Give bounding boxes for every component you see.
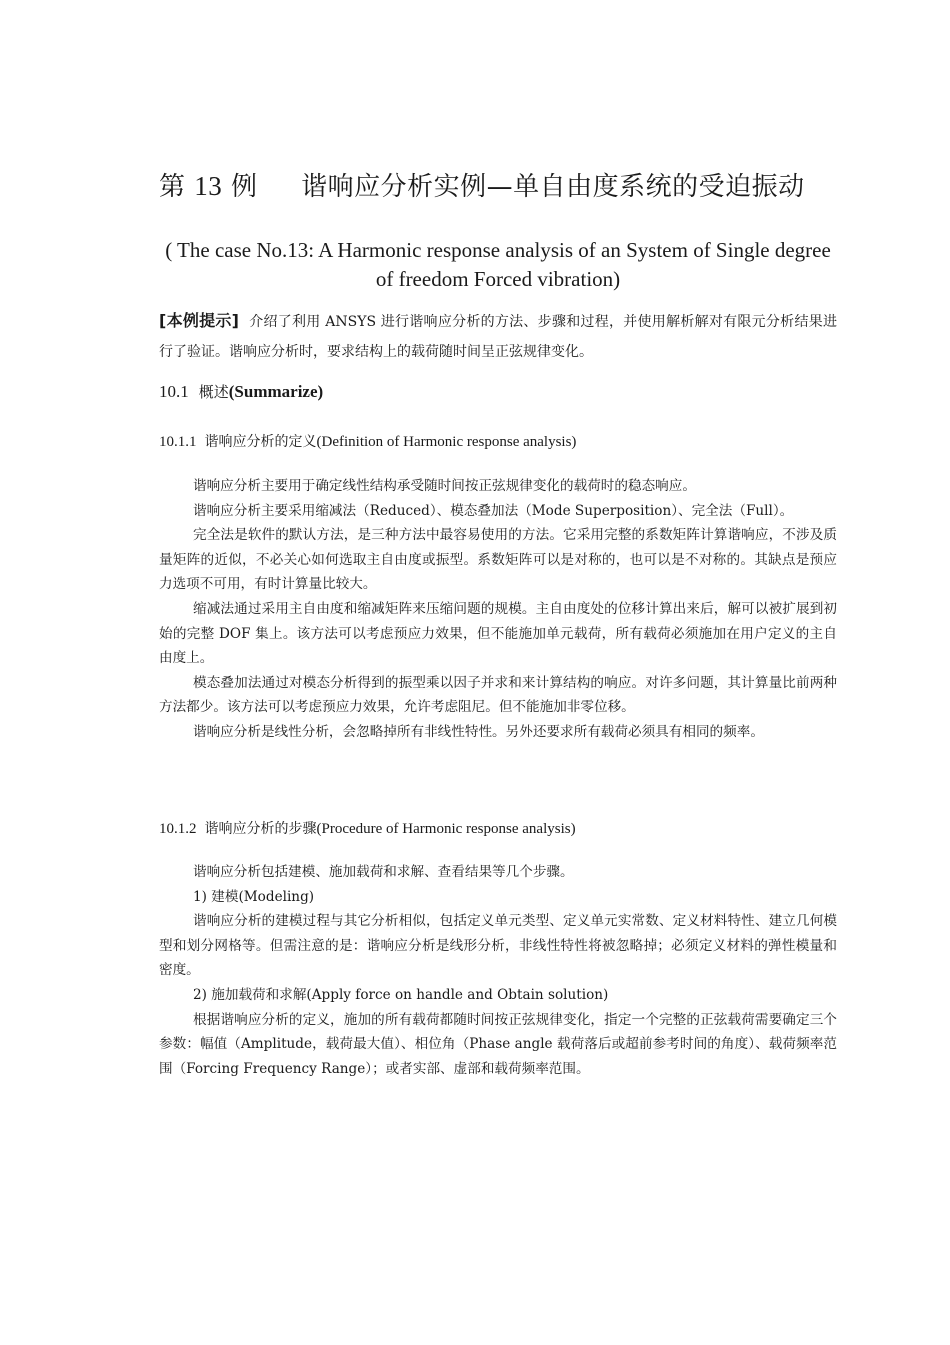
section-10-1-1-body [159,474,837,745]
section-title-cn: 概述 [198,383,229,401]
section-title-en: (Summarize) [228,382,324,401]
page-title [159,166,859,207]
paragraph: 谐响应分析主要用于确定线性结构承受随时间按正弦规律变化的载荷时的稳态响应。 [193,478,696,494]
step-heading: 1) 建模(Modeling) [193,888,315,905]
hint-tag: [本例提示] [159,311,239,330]
section-number: 10.1 [159,382,189,401]
title-prefix: 第 [159,172,186,202]
section-title-en: (Procedure of Harmonic response analysis) [316,821,576,837]
paragraph: 谐响应分析是线性分析，会忽略掉所有非线性特性。另外还要求所有载荷必须具有相同的频率。 [193,723,764,740]
section-title-en: (Definition of Harmonic response analysis) [316,434,577,450]
title-number: 13 [194,171,223,201]
section-number: 10.1.2 [159,821,197,837]
title-main: 谐响应分析实例—单自由度系统的受迫振动 [301,172,805,202]
page-subtitle: ( The case No.13: A Harmonic response analysis of an System of Single degree of freedom Forced vibration) [165,238,831,291]
section-title-cn: 谐响应分析的定义 [204,434,317,450]
paragraph: 完全法是软件的默认方法，是三种方法中最容易使用的方法。它采用完整的系数矩阵计算谐响应，不涉及质量矩阵的近似，不必关心如何选取主自由度或振型。系数矩阵可以是对称的，也可以是不对称的。其缺点是预应力选项不可用，有时计算量比较大。 [159,527,837,593]
paragraph: 谐响应分析包括建模、施加载荷和求解、查看结果等几个步骤。 [193,864,574,880]
section-10-1-1-heading [159,431,576,453]
section-10-1-2-body [159,860,837,1081]
case-hint [159,306,837,367]
title-suffix: 例 [231,172,258,202]
section-10-1-heading [159,380,323,404]
step-heading: 2) 施加载荷和求解(Apply force on handle and Obtain solution) [193,986,609,1003]
hint-text: 介绍了利用 ANSYS 进行谐响应分析的方法、步骤和过程，并使用解析解对有限元分析结果进行了验证。谐响应分析时，要求结构上的载荷随时间呈正弦规律变化。 [159,314,837,360]
section-10-1-2-heading [159,818,576,840]
paragraph: 根据谐响应分析的定义，施加的所有载荷都随时间按正弦规律变化，指定一个完整的正弦载荷需要确定三个参数：幅值（Amplitude，载荷最大值）、相位角（Phase angle 载荷落后或超前参考时间的角度）、载荷频率范围（Forcing Frequency Range）；或者实部、虚部和载荷频率范围。 [159,1011,837,1077]
paragraph: 缩减法通过采用主自由度和缩减矩阵来压缩问题的规模。主自由度处的位移计算出来后，解可以被扩展到初始的完整 DOF 集上。该方法可以考虑预应力效果，但不能施加单元载荷，所有载荷必须施加在用户定义的主自由度上。 [159,600,837,667]
paragraph: 模态叠加法通过对模态分析得到的振型乘以因子并求和来计算结构的响应。对许多问题，其计算量比前两种方法都少。该方法可以考虑预应力效果，允许考虑阻尼。但不能施加非零位移。 [159,674,837,716]
paragraph: 谐响应分析的建模过程与其它分析相似，包括定义单元类型、定义单元实常数、定义材料特性、建立几何模型和划分网格等。但需注意的是：谐响应分析是线形分析，非线性特性将被忽略掉；必须定义材料的弹性模量和密度。 [159,913,837,979]
section-title-cn: 谐响应分析的步骤 [204,821,317,837]
paragraph: 谐响应分析主要采用缩减法（Reduced）、模态叠加法（Mode Superposition）、完全法（Full）。 [193,502,794,519]
section-number: 10.1.1 [159,434,197,450]
